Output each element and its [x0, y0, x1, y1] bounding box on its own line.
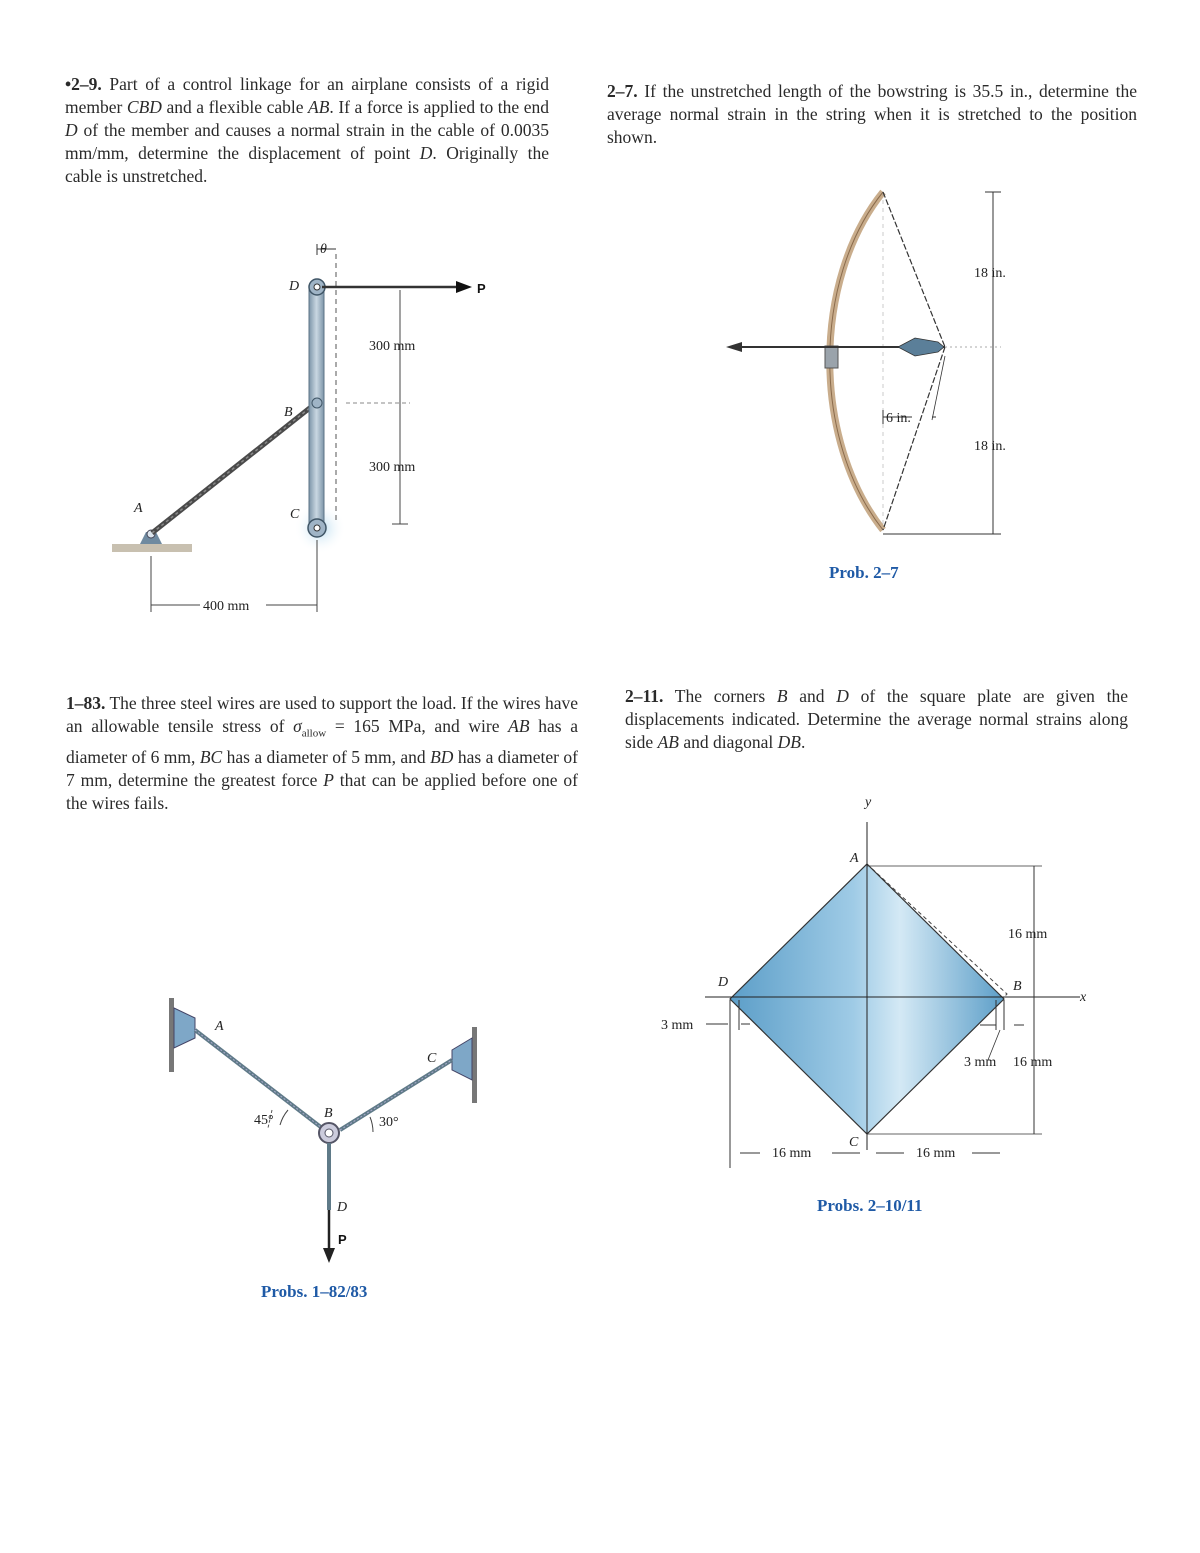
label-p: P: [477, 281, 486, 296]
dim-3mm-left: 3 mm: [661, 1018, 694, 1033]
problem-2-7-text: 2–7. If the unstretched length of the bowstring is 35.5 in., determine the average normal strain in the string when it is stretched to the position shown.: [607, 81, 1137, 147]
label-d: D: [337, 1200, 348, 1215]
dim-16mm-right-lower: 16 mm: [1013, 1055, 1053, 1070]
dim-16mm-right: 16 mm: [1008, 927, 1048, 942]
dim-18in-lower: 18 in.: [974, 439, 1006, 454]
label-d: D: [289, 279, 300, 294]
label-a: A: [850, 851, 859, 866]
dim-3mm-right: 3 mm: [964, 1055, 997, 1070]
dim-16mm-bottom-right: 16 mm: [916, 1146, 956, 1161]
problem-1-83-text: 1–83. The three steel wires are used to support the load. If the wires have an allowable tensile stress of $\sigma_{allow} = 165$ MPa, and wire AB has a diameter of 6 mm, BC has a diameter of 5 mm, and BD has a diameter of 7 mm, determine the greatest force P that can be applied before one of the wires fails.: [66, 693, 578, 813]
dim-16mm-bottom-left: 16 mm: [772, 1146, 812, 1161]
label-c: C: [290, 507, 300, 522]
problem-2-11-text: 2–11. The corners B and D of the square plate are given the displacements indicated. Determine the average normal strains along side AB and diagonal DB.: [625, 686, 1128, 752]
problem-number: 2–11.: [625, 686, 664, 706]
dim-6in: 6 in.: [886, 411, 911, 426]
theta-label: θ: [320, 242, 327, 257]
angle-45: 45°: [254, 1113, 274, 1128]
caption-prob-2-7: Prob. 2–7: [829, 563, 899, 582]
problem-number: •2–9.: [65, 74, 102, 94]
dim-400: 400 mm: [203, 599, 250, 614]
axis-x-label: x: [1080, 990, 1087, 1005]
label-d: D: [718, 975, 729, 990]
caption-probs-2-10-11: Probs. 2–10/11: [817, 1196, 923, 1215]
dim-18in-upper: 18 in.: [974, 266, 1006, 281]
problem-number: 2–7.: [607, 81, 638, 101]
problem-2-9-text: •2–9. Part of a control linkage for an airplane consists of a rigid member CBD and a flexible cable AB. If a force is applied to the end D of the member and causes a normal strain in the cable of 0.0035 mm/mm, determine the displacement of point D. Originally the cable is unstretched.: [65, 74, 549, 186]
label-c: C: [849, 1135, 859, 1150]
label-a: A: [134, 501, 143, 516]
label-c: C: [427, 1051, 437, 1066]
problem-number: 1–83.: [66, 693, 106, 713]
label-a: A: [215, 1019, 224, 1034]
label-b: B: [1013, 979, 1022, 994]
label-b: B: [324, 1106, 333, 1121]
angle-30: 30°: [379, 1115, 399, 1130]
label-b: B: [284, 405, 293, 420]
dim-300-lower: 300 mm: [369, 460, 416, 475]
label-p: P: [338, 1232, 347, 1247]
axis-y-label: y: [865, 795, 872, 810]
caption-probs-1-82-83: Probs. 1–82/83: [261, 1282, 368, 1301]
dim-300-upper: 300 mm: [369, 339, 416, 354]
